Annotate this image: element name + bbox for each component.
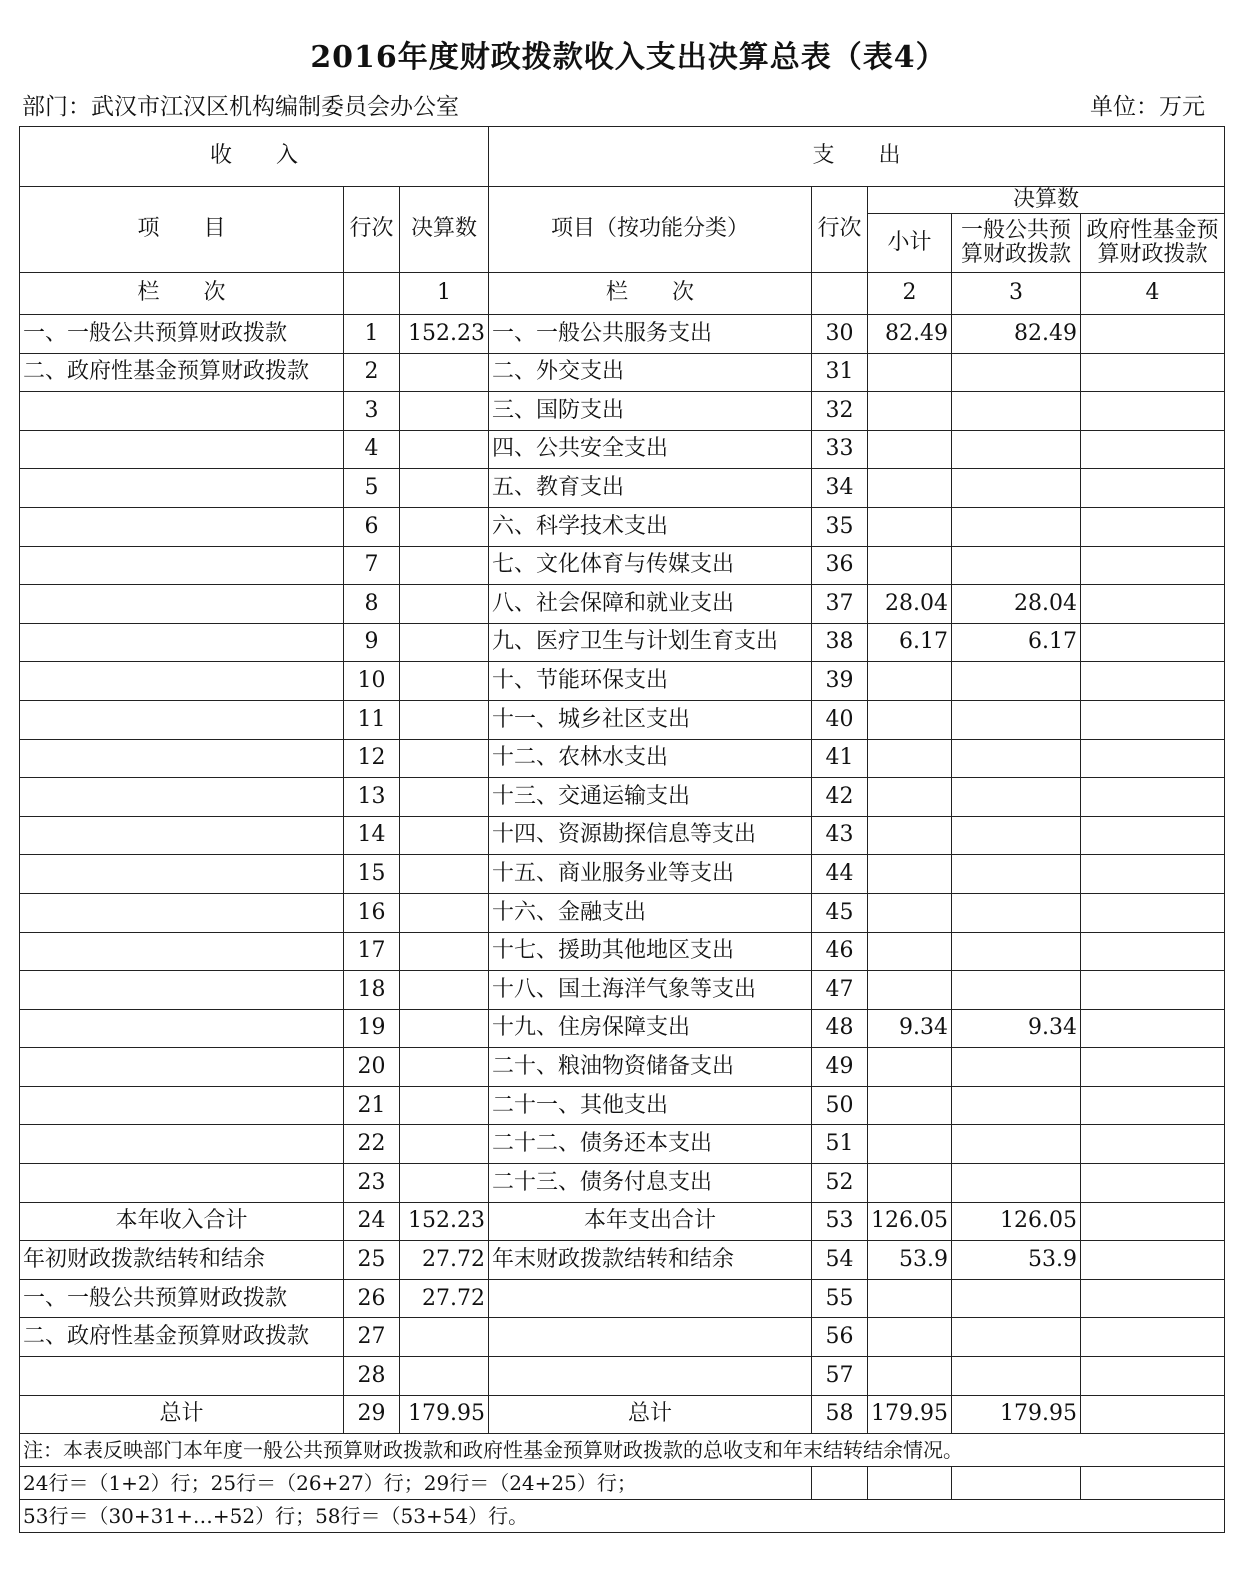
expense-item-cell: 十二、农林水支出 xyxy=(489,739,812,778)
subtotal-cell: 179.95 xyxy=(868,1395,952,1434)
subtotal-cell xyxy=(868,1164,952,1203)
gov-fund-cell xyxy=(1081,546,1225,585)
expense-row-no-cell: 55 xyxy=(812,1279,868,1318)
expense-row-no-cell: 58 xyxy=(812,1395,868,1434)
note-2: 24行＝（1+2）行；25行＝（26+27）行；29行＝（24+25）行； xyxy=(20,1467,812,1500)
item-func-header: 项目（按功能分类） xyxy=(489,187,812,273)
department-label: 部门：武汉市江汉区机构编制委员会办公室 xyxy=(22,94,459,120)
gov-fund-cell xyxy=(1081,315,1225,354)
expense-row-no-cell: 44 xyxy=(812,855,868,894)
income-amount-cell: 152.23 xyxy=(400,315,489,354)
expense-item-cell xyxy=(489,1318,812,1357)
income-row-no-cell: 16 xyxy=(344,893,400,932)
gov-fund-cell xyxy=(1081,469,1225,508)
income-item-cell xyxy=(20,932,344,971)
income-row-no-cell: 3 xyxy=(344,392,400,431)
gov-fund-cell xyxy=(1081,585,1225,624)
subtotal-cell xyxy=(868,700,952,739)
income-item-cell xyxy=(20,392,344,431)
expense-item-cell: 十五、商业服务业等支出 xyxy=(489,855,812,894)
income-item-cell xyxy=(20,1048,344,1087)
expense-row-no-cell: 54 xyxy=(812,1241,868,1280)
income-amount-cell xyxy=(400,1125,489,1164)
subtotal-cell: 53.9 xyxy=(868,1241,952,1280)
expense-item-cell: 二十二、债务还本支出 xyxy=(489,1125,812,1164)
table-row xyxy=(20,932,1225,971)
expense-item-cell: 十、节能环保支出 xyxy=(489,662,812,701)
expense-row-no-cell: 49 xyxy=(812,1048,868,1087)
table-row xyxy=(20,546,1225,585)
income-row-no-cell: 1 xyxy=(344,315,400,354)
expense-row-no-cell: 48 xyxy=(812,1009,868,1048)
table-row xyxy=(20,1202,1225,1241)
income-amount-cell xyxy=(400,1164,489,1203)
expense-item-cell xyxy=(489,1357,812,1396)
gov-fund-cell xyxy=(1081,932,1225,971)
subtotal-cell xyxy=(868,893,952,932)
income-item-cell: 一、一般公共预算财政拨款 xyxy=(20,1279,344,1318)
general-budget-cell: 9.34 xyxy=(952,1009,1081,1048)
income-amount-cell xyxy=(400,1009,489,1048)
general-budget-cell xyxy=(952,546,1081,585)
gov-fund-cell xyxy=(1081,700,1225,739)
income-item-cell xyxy=(20,816,344,855)
expense-item-cell: 十八、国土海洋气象等支出 xyxy=(489,971,812,1010)
gov-fund-cell xyxy=(1081,1395,1225,1434)
gov-fund-cell xyxy=(1081,971,1225,1010)
income-row-no-cell: 26 xyxy=(344,1279,400,1318)
expense-row-no-cell: 32 xyxy=(812,392,868,431)
expense-row-no-cell: 45 xyxy=(812,893,868,932)
income-item-cell xyxy=(20,1164,344,1203)
expense-header: 支 出 xyxy=(489,127,1225,187)
lanci-label: 栏 次 xyxy=(20,273,344,315)
general-budget-cell xyxy=(952,1164,1081,1203)
table-row xyxy=(20,1009,1225,1048)
gov-fund-cell xyxy=(1081,353,1225,392)
expense-item-cell: 十九、住房保障支出 xyxy=(489,1009,812,1048)
income-amount-cell xyxy=(400,816,489,855)
income-amount-cell xyxy=(400,507,489,546)
income-row-no-cell: 14 xyxy=(344,816,400,855)
income-amount-cell xyxy=(400,971,489,1010)
table-row xyxy=(20,971,1225,1010)
income-row-no-cell: 11 xyxy=(344,700,400,739)
income-item-cell xyxy=(20,1357,344,1396)
table-row xyxy=(20,1125,1225,1164)
general-budget-cell xyxy=(952,700,1081,739)
gov-fund-cell xyxy=(1081,778,1225,817)
subtotal-cell xyxy=(868,507,952,546)
general-budget-cell xyxy=(952,1279,1081,1318)
income-item-cell xyxy=(20,700,344,739)
table-row xyxy=(20,430,1225,469)
general-budget-cell: 28.04 xyxy=(952,585,1081,624)
row-no2-header: 行次 xyxy=(812,187,868,273)
gov-fund-cell xyxy=(1081,623,1225,662)
expense-row-no-cell: 41 xyxy=(812,739,868,778)
income-amount-cell xyxy=(400,893,489,932)
income-row-no-cell: 12 xyxy=(344,739,400,778)
income-row-no-cell: 15 xyxy=(344,855,400,894)
expense-row-no-cell: 40 xyxy=(812,700,868,739)
income-item-cell xyxy=(20,1125,344,1164)
income-amount-cell xyxy=(400,585,489,624)
income-row-no-cell: 28 xyxy=(344,1357,400,1396)
expense-item-cell xyxy=(489,1279,812,1318)
income-amount-cell xyxy=(400,546,489,585)
expense-item-cell: 七、文化体育与传媒支出 xyxy=(489,546,812,585)
income-row-no-cell: 10 xyxy=(344,662,400,701)
general-budget-cell xyxy=(952,353,1081,392)
subtotal-cell xyxy=(868,816,952,855)
expense-item-cell: 二十三、债务付息支出 xyxy=(489,1164,812,1203)
subtotal-cell xyxy=(868,1086,952,1125)
income-item-cell xyxy=(20,855,344,894)
general-budget-cell xyxy=(952,430,1081,469)
income-item-cell xyxy=(20,623,344,662)
table-row xyxy=(20,816,1225,855)
income-row-no-cell: 19 xyxy=(344,1009,400,1048)
gov-fund-cell xyxy=(1081,1241,1225,1280)
subtotal-cell xyxy=(868,739,952,778)
expense-item-cell: 九、医疗卫生与计划生育支出 xyxy=(489,623,812,662)
income-row-no-cell: 22 xyxy=(344,1125,400,1164)
expense-item-cell: 三、国防支出 xyxy=(489,392,812,431)
subtotal-cell xyxy=(868,1048,952,1087)
expense-row-no-cell: 51 xyxy=(812,1125,868,1164)
expense-item-cell: 五、教育支出 xyxy=(489,469,812,508)
final-amount2-header: 决算数 xyxy=(868,187,1225,214)
expense-row-no-cell: 46 xyxy=(812,932,868,971)
col3-label: 3 xyxy=(952,273,1081,315)
expense-row-no-cell: 47 xyxy=(812,971,868,1010)
gov-fund-cell xyxy=(1081,507,1225,546)
expense-item-cell: 总计 xyxy=(489,1395,812,1434)
expense-item-cell: 二十一、其他支出 xyxy=(489,1086,812,1125)
income-amount-cell xyxy=(400,1086,489,1125)
general-budget-cell: 82.49 xyxy=(952,315,1081,354)
expense-row-no-cell: 31 xyxy=(812,353,868,392)
gov-fund-cell xyxy=(1081,893,1225,932)
expense-item-cell: 二、外交支出 xyxy=(489,353,812,392)
gov-fund-cell xyxy=(1081,1318,1225,1357)
general-budget-cell: 126.05 xyxy=(952,1202,1081,1241)
income-item-cell xyxy=(20,469,344,508)
subtotal-cell: 82.49 xyxy=(868,315,952,354)
gov-fund-cell xyxy=(1081,1009,1225,1048)
general-budget-cell xyxy=(952,971,1081,1010)
general-budget-cell xyxy=(952,1086,1081,1125)
income-header: 收 入 xyxy=(20,127,489,187)
expense-row-no-cell: 37 xyxy=(812,585,868,624)
subtotal-cell xyxy=(868,971,952,1010)
general-budget-cell xyxy=(952,1357,1081,1396)
general-budget-cell: 179.95 xyxy=(952,1395,1081,1434)
note-1: 注：本表反映部门本年度一般公共预算财政拨款和政府性基金预算财政拨款的总收支和年末结转结余情况。 xyxy=(20,1434,1225,1467)
subtotal-cell xyxy=(868,1318,952,1357)
income-item-cell xyxy=(20,1086,344,1125)
general-budget-cell xyxy=(952,1318,1081,1357)
table-row xyxy=(20,507,1225,546)
lanci2-empty xyxy=(812,273,868,315)
income-row-no-cell: 27 xyxy=(344,1318,400,1357)
expense-row-no-cell: 43 xyxy=(812,816,868,855)
expense-row-no-cell: 50 xyxy=(812,1086,868,1125)
expense-item-cell: 本年支出合计 xyxy=(489,1202,812,1241)
expense-row-no-cell: 35 xyxy=(812,507,868,546)
gov-fund-cell xyxy=(1081,1125,1225,1164)
subtotal-cell xyxy=(868,1357,952,1396)
final-amount-header: 决算数 xyxy=(400,187,489,273)
subtotal-cell xyxy=(868,932,952,971)
income-amount-cell xyxy=(400,392,489,431)
income-row-no-cell: 17 xyxy=(344,932,400,971)
income-amount-cell: 152.23 xyxy=(400,1202,489,1241)
income-item-cell xyxy=(20,585,344,624)
general-budget-cell xyxy=(952,507,1081,546)
table-row xyxy=(20,392,1225,431)
expense-item-cell: 十三、交通运输支出 xyxy=(489,778,812,817)
gov-fund-cell xyxy=(1081,1086,1225,1125)
budget-table xyxy=(19,126,1225,1533)
subtotal-header: 小计 xyxy=(868,214,952,273)
income-row-no-cell: 7 xyxy=(344,546,400,585)
income-item-cell xyxy=(20,662,344,701)
expense-row-no-cell: 38 xyxy=(812,623,868,662)
income-item-cell xyxy=(20,739,344,778)
subtotal-cell: 126.05 xyxy=(868,1202,952,1241)
gov-fund-cell xyxy=(1081,1202,1225,1241)
income-row-no-cell: 8 xyxy=(344,585,400,624)
gov-fund-header: 政府性基金预算财政拨款 xyxy=(1081,214,1225,273)
col2-label: 2 xyxy=(868,273,952,315)
table-row xyxy=(20,315,1225,354)
income-row-no-cell: 13 xyxy=(344,778,400,817)
table-row xyxy=(20,855,1225,894)
expense-row-no-cell: 34 xyxy=(812,469,868,508)
expense-row-no-cell: 42 xyxy=(812,778,868,817)
income-amount-cell xyxy=(400,932,489,971)
table-row xyxy=(20,353,1225,392)
table-row xyxy=(20,1164,1225,1203)
expense-item-cell: 年末财政拨款结转和结余 xyxy=(489,1241,812,1280)
general-budget-cell xyxy=(952,392,1081,431)
general-budget-cell xyxy=(952,469,1081,508)
income-item-cell: 二、政府性基金预算财政拨款 xyxy=(20,1318,344,1357)
expense-item-cell: 六、科学技术支出 xyxy=(489,507,812,546)
table-row xyxy=(20,585,1225,624)
expense-row-no-cell: 52 xyxy=(812,1164,868,1203)
gov-fund-cell xyxy=(1081,662,1225,701)
income-item-cell xyxy=(20,507,344,546)
income-amount-cell: 179.95 xyxy=(400,1395,489,1434)
table-row xyxy=(20,469,1225,508)
income-item-cell xyxy=(20,893,344,932)
income-amount-cell xyxy=(400,855,489,894)
income-row-no-cell: 18 xyxy=(344,971,400,1010)
income-amount-cell: 27.72 xyxy=(400,1241,489,1280)
gov-fund-cell xyxy=(1081,1357,1225,1396)
expense-item-cell: 八、社会保障和就业支出 xyxy=(489,585,812,624)
general-budget-cell xyxy=(952,1125,1081,1164)
income-amount-cell xyxy=(400,353,489,392)
gov-fund-cell xyxy=(1081,855,1225,894)
col1-label: 1 xyxy=(400,273,489,315)
income-item-cell xyxy=(20,971,344,1010)
subtotal-cell: 28.04 xyxy=(868,585,952,624)
col4-label: 4 xyxy=(1081,273,1225,315)
income-item-cell xyxy=(20,778,344,817)
table-row xyxy=(20,1318,1225,1357)
income-amount-cell xyxy=(400,430,489,469)
income-row-no-cell: 2 xyxy=(344,353,400,392)
expense-row-no-cell: 39 xyxy=(812,662,868,701)
table-row xyxy=(20,700,1225,739)
table-row xyxy=(20,1395,1225,1434)
income-row-no-cell: 25 xyxy=(344,1241,400,1280)
expense-row-no-cell: 36 xyxy=(812,546,868,585)
table-row xyxy=(20,1279,1225,1318)
subtotal-cell xyxy=(868,392,952,431)
subtotal-cell xyxy=(868,353,952,392)
expense-item-cell: 四、公共安全支出 xyxy=(489,430,812,469)
income-item-cell: 一、一般公共预算财政拨款 xyxy=(20,315,344,354)
income-amount-cell xyxy=(400,623,489,662)
gov-fund-cell xyxy=(1081,392,1225,431)
gov-fund-cell xyxy=(1081,1164,1225,1203)
expense-row-no-cell: 56 xyxy=(812,1318,868,1357)
general-budget-cell: 6.17 xyxy=(952,623,1081,662)
income-amount-cell xyxy=(400,1357,489,1396)
lanci2-label: 栏 次 xyxy=(489,273,812,315)
general-budget-cell xyxy=(952,893,1081,932)
income-amount-cell xyxy=(400,1318,489,1357)
income-row-no-cell: 20 xyxy=(344,1048,400,1087)
income-item-cell: 总计 xyxy=(20,1395,344,1434)
subtotal-cell xyxy=(868,855,952,894)
table-row xyxy=(20,1357,1225,1396)
income-item-cell: 二、政府性基金预算财政拨款 xyxy=(20,353,344,392)
income-item-cell: 本年收入合计 xyxy=(20,1202,344,1241)
general-budget-cell: 53.9 xyxy=(952,1241,1081,1280)
unit-label: 单位：万元 xyxy=(1090,94,1205,120)
income-row-no-cell: 23 xyxy=(344,1164,400,1203)
income-row-no-cell: 5 xyxy=(344,469,400,508)
table-row xyxy=(20,623,1225,662)
expense-item-cell: 十六、金融支出 xyxy=(489,893,812,932)
table-row xyxy=(20,662,1225,701)
table-row xyxy=(20,893,1225,932)
table-row xyxy=(20,1241,1225,1280)
general-budget-cell xyxy=(952,855,1081,894)
gov-fund-cell xyxy=(1081,816,1225,855)
subtotal-cell xyxy=(868,430,952,469)
income-row-no-cell: 4 xyxy=(344,430,400,469)
expense-row-no-cell: 53 xyxy=(812,1202,868,1241)
general-budget-cell xyxy=(952,816,1081,855)
subtotal-cell xyxy=(868,546,952,585)
report-title: 2016年度财政拨款收入支出决算总表（表4） xyxy=(310,40,947,75)
table-row xyxy=(20,739,1225,778)
gov-fund-cell xyxy=(1081,739,1225,778)
income-row-no-cell: 9 xyxy=(344,623,400,662)
income-item-cell xyxy=(20,430,344,469)
subtotal-cell xyxy=(868,778,952,817)
general-budget-cell xyxy=(952,932,1081,971)
subtotal-cell: 6.17 xyxy=(868,623,952,662)
table-row xyxy=(20,778,1225,817)
income-amount-cell xyxy=(400,469,489,508)
income-row-no-cell: 29 xyxy=(344,1395,400,1434)
gov-fund-cell xyxy=(1081,430,1225,469)
expense-row-no-cell: 57 xyxy=(812,1357,868,1396)
income-item-cell xyxy=(20,1009,344,1048)
income-amount-cell xyxy=(400,662,489,701)
subtotal-cell: 9.34 xyxy=(868,1009,952,1048)
general-budget-cell xyxy=(952,1048,1081,1087)
income-amount-cell xyxy=(400,700,489,739)
subtotal-cell xyxy=(868,662,952,701)
expense-row-no-cell: 33 xyxy=(812,430,868,469)
general-budget-cell xyxy=(952,778,1081,817)
income-amount-cell xyxy=(400,778,489,817)
note-3: 53行＝（30+31+…+52）行；58行＝（53+54）行。 xyxy=(20,1500,1225,1533)
income-amount-cell xyxy=(400,739,489,778)
expense-item-cell: 一、一般公共服务支出 xyxy=(489,315,812,354)
gov-fund-cell xyxy=(1081,1279,1225,1318)
income-row-no-cell: 24 xyxy=(344,1202,400,1241)
lanci-empty xyxy=(344,273,400,315)
expense-item-cell: 十四、资源勘探信息等支出 xyxy=(489,816,812,855)
table-row xyxy=(20,1086,1225,1125)
general-budget-cell xyxy=(952,739,1081,778)
general-budget-cell xyxy=(952,662,1081,701)
expense-item-cell: 十七、援助其他地区支出 xyxy=(489,932,812,971)
income-row-no-cell: 6 xyxy=(344,507,400,546)
item-header: 项 目 xyxy=(20,187,344,273)
general-budget-header: 一般公共预算财政拨款 xyxy=(952,214,1081,273)
income-amount-cell: 27.72 xyxy=(400,1279,489,1318)
income-amount-cell xyxy=(400,1048,489,1087)
row-no-header: 行次 xyxy=(344,187,400,273)
subtotal-cell xyxy=(868,1279,952,1318)
income-item-cell: 年初财政拨款结转和结余 xyxy=(20,1241,344,1280)
expense-item-cell: 二十、粮油物资储备支出 xyxy=(489,1048,812,1087)
expense-row-no-cell: 30 xyxy=(812,315,868,354)
subtotal-cell xyxy=(868,469,952,508)
gov-fund-cell xyxy=(1081,1048,1225,1087)
income-row-no-cell: 21 xyxy=(344,1086,400,1125)
table-row xyxy=(20,1048,1225,1087)
expense-item-cell: 十一、城乡社区支出 xyxy=(489,700,812,739)
income-item-cell xyxy=(20,546,344,585)
subtotal-cell xyxy=(868,1125,952,1164)
